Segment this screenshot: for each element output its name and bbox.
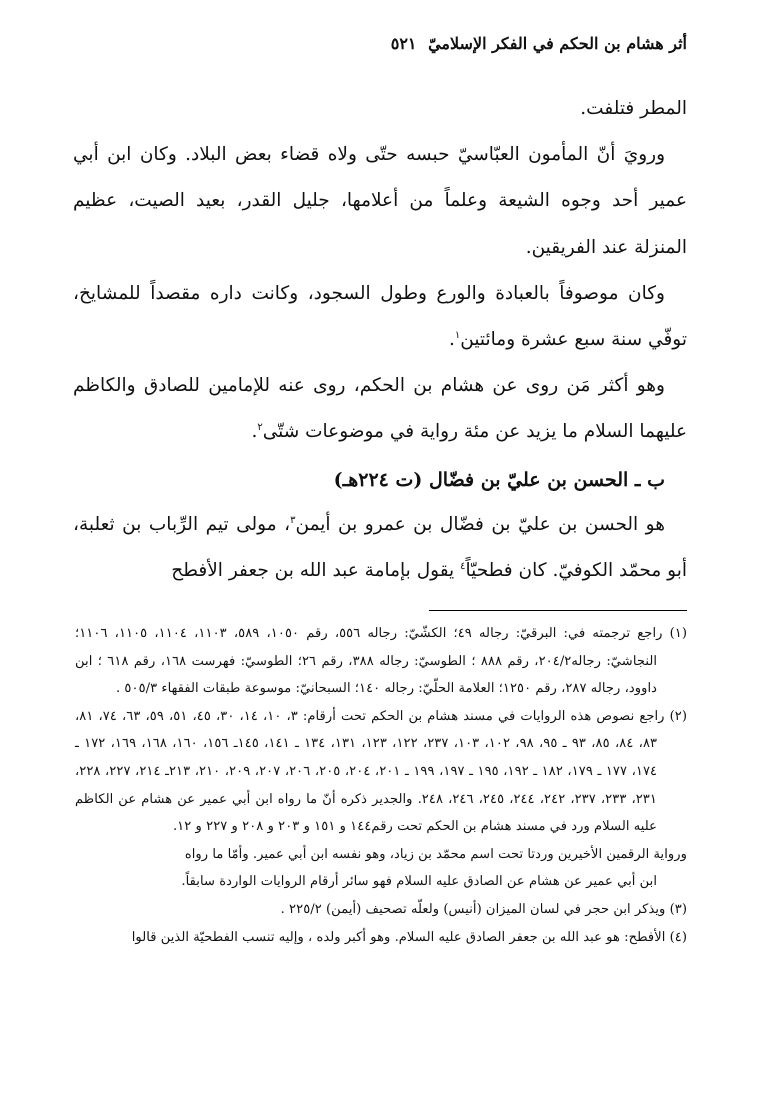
footnotes xyxy=(75,620,687,951)
paragraph-2: ورويَ أنّ المأمون العبّاسيّ حبسه حتّى ولاه قضاء بعض البلاد. وكان ابن أبي عمير أحد وجوه الشيعة وعلماً من أعلامها، جليل القدر، بعيد الصيت، عظيم المنزلة عند الفريقين. xyxy=(73,144,687,258)
section-para-text-a: هو الحسن بن عليّ بن فضّال بن عمرو بن أيمن xyxy=(295,513,665,535)
footnote-ref-3[interactable]: ٣ xyxy=(290,514,296,526)
footnote-separator xyxy=(429,610,687,611)
page-number: ٥٢١ xyxy=(390,34,417,53)
paragraph-3: وكان موصوفاً بالعبادة والورع وطول السجود، وكانت داره مقصداً للمشايخ، توفّي سنة سبع عشرة ومائتين$^١$. xyxy=(73,282,687,351)
footnote-ref-2[interactable]: ٢ xyxy=(257,422,263,434)
paragraph-4-text: وهو أكثر مَن روى عن هشام بن الحكم، روى عنه للإمامين للصادق والكاظم عليهما السلام ما يزيد عن مئة رواية في موضوعات شتّى xyxy=(73,375,687,443)
footnote-4: (٤) الأفطح: هو عبد الله بن جعفر الصادق عليه السلام. وهو أكبر ولده ، وإليه تنسب الفطحيّة الذين قالوا xyxy=(131,929,687,945)
section-para-text-b: ، مولى تيم الرِّباب بن ثعلبة، أبو محمّد الكوفيّ. كان فطحيّاً xyxy=(73,513,687,581)
paragraph-1: المطر فتلفت. xyxy=(580,98,687,119)
section-paragraph xyxy=(73,502,687,594)
running-title: أثر هشام بن الحكم في الفكر الإسلاميّ xyxy=(428,34,687,53)
paragraph-4: وهو أكثر مَن روى عن هشام بن الحكم، روى عنه للإمامين للصادق والكاظم عليهما السلام ما يزيد عن مئة رواية في موضوعات شتّى$^٢$. xyxy=(73,375,687,443)
section-heading: ب ـ الحسن بن عليّ بن فضّال (ت ٢٢٤هـ) xyxy=(333,468,665,491)
footnote-2: (٢) راجع نصوص هذه الروايات في مسند هشام بن الحكم تحت أرقام: ٣، ١٠، ١٤، ٣٠، ٤٥، ٥١، ٥٩، ٦٣، ٧٤، ٨١، ٨٣، ٨٤، ٨٥، ٩٣ ـ ٩٥، ٩٨، ١٠٢، ١٠٣، ٢٣٧، ١٢٢، ١٢٣، ١٣١، ١٣٤ ـ ١٤١، ١٤٥ـ ١٥٦، ١٦٠، ١٦٨، ١٦٩، ١٧٢ ـ ١٧٤، ١٧٧ ـ ١٧٩، ١٨٢ ـ ١٩٢، ١٩٥ ـ ١٩٧، ١٩٩ ـ ٢٠١، ٢٠٤، ٢٠٥، ٢٠٦، ٢٠٧، ٢٠٩، ٢١٠، ٢١٣ـ ٢١٤، ٢٢٧، ٢٢٨، ٢٣١، ٢٣٣، ٢٣٧، ٢٤٢، ٢٤٤، ٢٤٥، ٢٤٦، ٢٤٨. والجدير ذكره أنّ ما رواه ابن أبي عمير عن هشام عن الكاظم عليه السلام ورد في مسند هشام بن الحكم تحت رقم١٤٤ و ١٥١ و ٢٠٣ و ٢٠٨ و ٢٢٧ و ١٢. xyxy=(75,708,687,835)
footnote-ref-1[interactable]: ١ xyxy=(454,329,461,341)
footnote-2-continuation-b: ابن أبي عمير عن هشام عن الصادق عليه السلام فهو سائر أرقام الروايات الواردة سابقاً. xyxy=(181,874,657,890)
main-text xyxy=(73,86,687,594)
footnote-1: (١) راجع ترجمته في: البرقيّ: رجاله ٤٩؛ الكشّيّ: رجاله ٥٥٦، رقم ١٠٥٠، ٥٨٩، ١١٠٣، ١١٠٤، ١١٠٥، ١١٠٦؛ النجاشيّ: رجاله٢٠٤/٢، رقم ٨٨٨ ؛ الطوسيّ: رجاله ٣٨٨، رقم ٢٦؛ الطوسيّ: فهرست ١٦٨، رقم ٦١٨ ؛ ابن داوود، رجاله ٢٨٧، رقم ١٢٥٠؛ العلامة الحلّيّ: رجاله ١٤٠؛ السبحانيّ: موسوعة طبقات الفقهاء ٥٠٥/٣ . xyxy=(75,626,688,697)
footnote-ref-4[interactable]: ٤ xyxy=(460,560,466,572)
section-para-text-c: يقول بإمامة عبد الله بن جعفر الأفطح xyxy=(171,559,461,581)
paragraph-3-text: وكان موصوفاً بالعبادة والورع وطول السجود، وكانت داره مقصداً للمشايخ، توفّي سنة سبع عشرة ومائتين xyxy=(73,282,687,351)
footnote-3: (٣) ويذكر ابن حجر في لسان الميزان (أنيس) ولعلّه تصحيف (أيمن) ٢٢٥/٢ . xyxy=(280,901,687,917)
footnote-2-continuation-a: ورواية الرقمين الأخيرين وردتا تحت اسم محمّد بن زياد، وهو نفسه ابن أبي عمير. وأمّا ما رواه xyxy=(184,846,687,862)
running-header xyxy=(60,34,687,53)
